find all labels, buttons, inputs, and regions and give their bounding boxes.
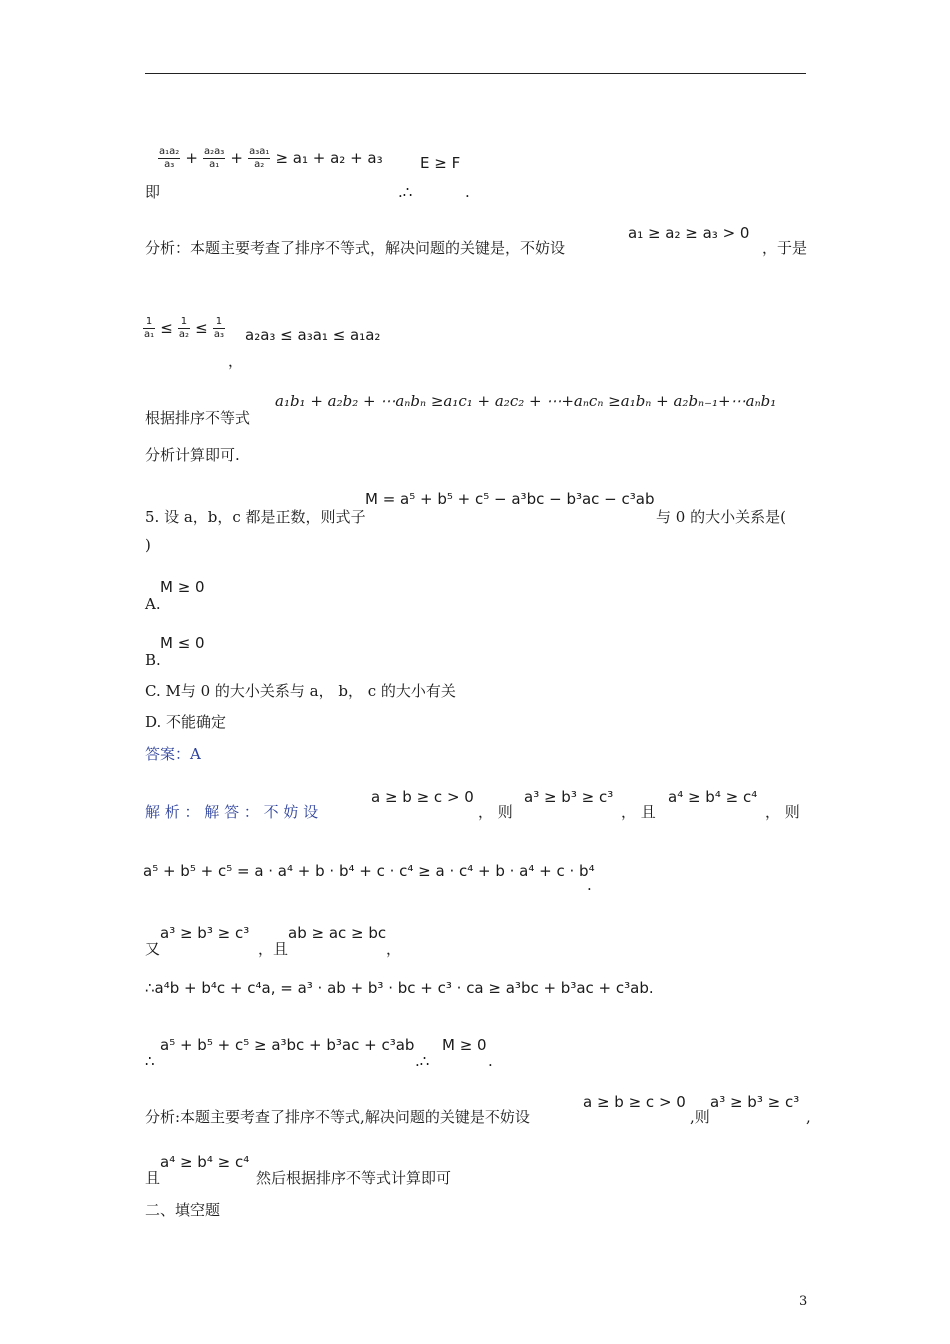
period: . xyxy=(488,1052,493,1070)
solution-line-2: a⁵ + b⁵ + c⁵ = a · a⁴ + b · b⁴ + c · c⁴ ≥ a · c⁴ + b · a⁴ + c · b⁴ xyxy=(143,862,595,880)
solution-condition-4: a³ ≥ b³ ≥ c³ xyxy=(160,924,250,942)
page-number: 3 xyxy=(799,1294,808,1309)
fraction: $\frac{\text{a₁a₂}}{\text{a₃}}$ xyxy=(159,146,180,170)
analysis-2-condition-1: a ≥ b ≥ c > 0 xyxy=(583,1093,686,1111)
qie-label: ，且 xyxy=(258,940,289,958)
question-5-suffix: 与 0 的大小关系是( xyxy=(656,508,786,526)
fraction: $\frac{1}{\text{a₃}}$ xyxy=(213,316,224,340)
option-c-label: C. M与 0 的大小关系与 a， b， c 的大小有关 xyxy=(145,682,456,700)
question-5-prefix: 5. 设 a，b，c 都是正数，则式子 xyxy=(145,508,366,526)
therefore-symbol: .∴ xyxy=(398,183,413,201)
question-5-close: ) xyxy=(145,536,151,554)
rearrangement-label: 根据排序不等式 xyxy=(145,409,251,427)
solution-ze-2: ， 则 xyxy=(765,803,800,821)
option-b-formula: M ≤ 0 xyxy=(160,634,205,652)
rearrangement-formula: a₁b₁ + a₂b₂ + ⋯aₙbₙ ≥a₁c₁ + a₂c₂ + ⋯+aₙcₙ ≥a₁bₙ + a₂bₙ₋₁+⋯aₙb₁ xyxy=(275,392,777,410)
fraction-sum: $\frac{\text{a₁a₂}}{\text{a₃}}$ + $\frac{\text{a₂a₃}}{\text{a₁}}$ + $\frac{\text{a₃a₁}}{\text{a₂}}$ ≥ a₁ + a₂ + a₃ xyxy=(159,146,383,170)
you-label: 又 xyxy=(145,940,161,958)
therefore-symbol: ∴ xyxy=(145,1052,155,1070)
option-d-label: D. 不能确定 xyxy=(145,713,227,731)
fraction: $\frac{1}{\text{a₁}}$ xyxy=(144,316,155,340)
dot: . xyxy=(587,876,592,894)
fraction: $\frac{1}{\text{a₂}}$ xyxy=(178,316,190,340)
qie-label: 且 xyxy=(145,1169,161,1187)
solution-condition-3: a⁴ ≥ b⁴ ≥ c⁴ xyxy=(668,788,758,806)
m-ge-zero: M ≥ 0 xyxy=(442,1036,487,1054)
comma: ， xyxy=(386,940,402,958)
solution-ze-1: ， 则 xyxy=(478,803,513,821)
question-5-formula: M = a⁵ + b⁵ + c⁵ − a³bc − b³ac − c³ab xyxy=(365,490,655,508)
period: . xyxy=(465,183,470,201)
solution-condition-5: ab ≥ ac ≥ bc xyxy=(288,924,387,942)
analysis-2-then: 然后根据排序不等式计算即可 xyxy=(256,1169,452,1187)
analysis-calc: 分析计算即可. xyxy=(145,446,240,464)
solution-line-4: a⁵ + b⁵ + c⁵ ≥ a³bc + b³ac + c³ab xyxy=(160,1036,415,1054)
fraction: $\frac{\text{a₂a₃}}{\text{a₁}}$ xyxy=(204,146,225,170)
analysis-2-condition-3: a⁴ ≥ b⁴ ≥ c⁴ xyxy=(160,1153,250,1171)
comma: , xyxy=(806,1108,811,1126)
analysis-condition: a₁ ≥ a₂ ≥ a₃ > 0 xyxy=(628,224,750,242)
ji-label: 即 xyxy=(145,183,161,201)
solution-line-3: ∴a⁴b + b⁴c + c⁴a, = a³ · ab + b³ · bc + c³ · ca ≥ a³bc + b³ac + c³ab. xyxy=(145,979,654,997)
solution-condition-2: a³ ≥ b³ ≥ c³ xyxy=(524,788,614,806)
analysis-2-condition-2: a³ ≥ b³ ≥ c³ xyxy=(710,1093,800,1111)
solution-qie-1: ， 且 xyxy=(621,803,656,821)
therefore-symbol: .∴ xyxy=(415,1052,430,1070)
answer: 答案：A xyxy=(145,745,201,763)
fraction: $\frac{\text{a₃a₁}}{\text{a₂}}$ xyxy=(249,146,270,170)
analysis-2-ze: ,则 xyxy=(690,1108,710,1126)
option-a-formula: M ≥ 0 xyxy=(160,578,205,596)
option-b-label: B. xyxy=(145,651,161,669)
comma: ， xyxy=(228,352,244,370)
section-title: 二、填空题 xyxy=(145,1201,221,1219)
solution-label: 解 析 ： 解 答 ： 不 妨 设 xyxy=(145,803,319,821)
analysis-text: 分析：本题主要考查了排序不等式，解决问题的关键是，不妨设 xyxy=(145,239,566,257)
option-a-label: A. xyxy=(145,595,161,613)
solution-condition-1: a ≥ b ≥ c > 0 xyxy=(371,788,474,806)
analysis-suffix: ，于是 xyxy=(762,239,808,257)
analysis-2-text: 分析:本题主要考查了排序不等式,解决问题的关键是不妨设 xyxy=(145,1108,530,1126)
reciprocal-inequality: $\frac{1}{\text{a₁}}$ ≤ $\frac{1}{\text{a₂}}$ ≤ $\frac{1}{\text{a₃}}$ xyxy=(144,316,224,340)
header-rule xyxy=(145,73,806,74)
e-ge-f: E ≥ F xyxy=(420,154,461,172)
sum-inequality: ≥ a₁ + a₂ + a₃ xyxy=(275,149,383,167)
product-inequality: a₂a₃ ≤ a₃a₁ ≤ a₁a₂ xyxy=(245,326,381,344)
